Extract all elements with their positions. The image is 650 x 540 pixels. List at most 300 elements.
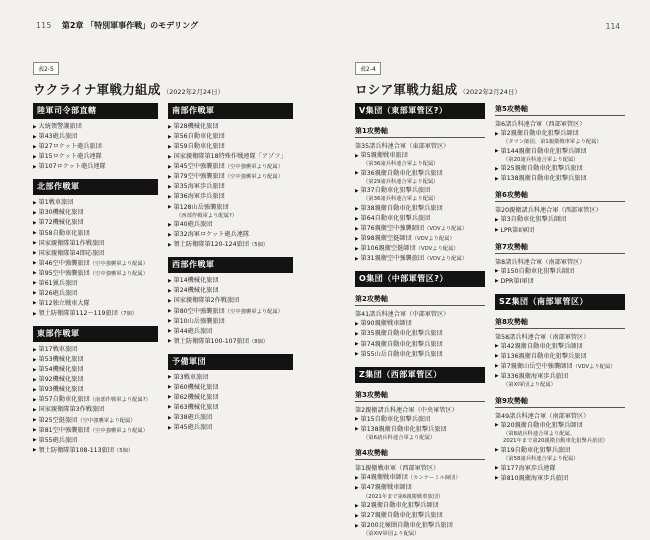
running-head bbox=[36, 20, 198, 31]
triangle-bullet-icon: ▶ bbox=[168, 405, 172, 411]
triangle-bullet-icon: ▶ bbox=[355, 427, 359, 433]
triangle-bullet-icon: ▶ bbox=[495, 217, 499, 223]
unit-item bbox=[168, 183, 293, 191]
unit-name: 第27ロケット砲兵旅団 bbox=[38, 143, 102, 151]
triangle-bullet-icon: ▶ bbox=[168, 415, 172, 421]
unit-name: 第17戦車旅団 bbox=[38, 346, 78, 354]
triangle-bullet-icon: ▶ bbox=[355, 503, 359, 509]
unit-item bbox=[33, 250, 158, 258]
section-header-bar: 予備軍団 bbox=[168, 354, 293, 370]
unit-item bbox=[355, 502, 485, 510]
unit-item bbox=[355, 245, 485, 253]
triangle-bullet-icon: ▶ bbox=[495, 466, 499, 472]
unit-item bbox=[495, 148, 625, 156]
unit-name: DPR第I軍団 bbox=[500, 277, 534, 285]
unit-name: 第30機械化旅団 bbox=[38, 209, 84, 217]
unit-item bbox=[355, 205, 485, 213]
triangle-bullet-icon: ▶ bbox=[33, 164, 37, 170]
triangle-bullet-icon: ▶ bbox=[168, 242, 172, 248]
unit-name: 第55砲兵旅団 bbox=[38, 436, 78, 444]
unit-item bbox=[33, 163, 158, 171]
triangle-bullet-icon: ▶ bbox=[168, 124, 172, 130]
unit-name: 第19自動車化狙撃兵旅団 bbox=[500, 446, 571, 454]
unit-item bbox=[33, 437, 158, 445]
column bbox=[495, 103, 625, 485]
unit-name: 領土防衛隊第100-107旅団 bbox=[173, 337, 249, 345]
unit-name: 第63機械化旅団 bbox=[173, 403, 219, 411]
unit-note-line: （第29諸兵科連合軍より配属） bbox=[363, 178, 439, 185]
unit-name: 第36親衛自動車化狙撃兵旅団 bbox=[360, 169, 443, 177]
unit-item bbox=[168, 277, 293, 285]
unit-name: 第36海軍歩兵旅団 bbox=[173, 193, 225, 201]
unit-name: 第38親衛自動車化狙撃兵旅団 bbox=[360, 205, 443, 213]
table-title-row bbox=[33, 79, 293, 98]
unit-item bbox=[168, 143, 293, 151]
triangle-bullet-icon: ▶ bbox=[33, 261, 37, 267]
unit-item bbox=[33, 376, 158, 384]
unit-item bbox=[168, 163, 293, 171]
unit-name: 第64自動車化狙撃兵旅団 bbox=[360, 215, 431, 223]
unit-note-line: （第58諸兵科連合軍より配属） bbox=[503, 455, 579, 462]
unit-item bbox=[168, 404, 293, 412]
unit-item bbox=[168, 318, 293, 326]
triangle-bullet-icon: ▶ bbox=[355, 352, 359, 358]
unit-item bbox=[33, 240, 158, 248]
unit-note: （カンテーミル師団） bbox=[407, 475, 461, 482]
unit-item bbox=[495, 353, 625, 361]
unit-item bbox=[355, 416, 485, 424]
unit-item bbox=[33, 260, 158, 268]
triangle-bullet-icon: ▶ bbox=[33, 134, 37, 140]
unit-item bbox=[33, 396, 158, 404]
unit-name: 第74親衛自動車化狙撃兵旅団 bbox=[360, 340, 443, 348]
triangle-bullet-icon: ▶ bbox=[168, 222, 172, 228]
unit-name: 第14機械化旅団 bbox=[173, 277, 219, 285]
triangle-bullet-icon: ▶ bbox=[168, 329, 172, 335]
unit-item bbox=[168, 221, 293, 229]
unit-name: 国家親衛隊第2作戦旅団 bbox=[173, 297, 240, 305]
unit-item bbox=[33, 143, 158, 151]
table-title: ロシア軍戦力組成 bbox=[355, 82, 458, 97]
unit-name: 第107ロケット砲兵連隊 bbox=[38, 163, 106, 171]
unit-name: 第336親衛海軍歩兵旅団 bbox=[500, 372, 569, 380]
table-label: 表2-4 bbox=[355, 62, 381, 75]
unit-name: 第37自動車化狙撃兵旅団 bbox=[360, 187, 431, 195]
unit-note-line: （2021年まで第6親衛戦車旅団） bbox=[363, 493, 444, 500]
triangle-bullet-icon: ▶ bbox=[33, 428, 37, 434]
unit-note-line: （タマン師団、第1親衛戦車軍より配属） bbox=[503, 139, 602, 146]
unit-item bbox=[168, 287, 293, 295]
unit-name: 大統領警護旅団 bbox=[38, 123, 82, 130]
triangle-bullet-icon: ▶ bbox=[495, 423, 499, 429]
triangle-bullet-icon: ▶ bbox=[168, 144, 172, 150]
column bbox=[355, 103, 485, 540]
unit-name: 第32海軍ロケット砲兵連隊 bbox=[173, 231, 250, 239]
unit-note: （空中強襲軍より配属） bbox=[224, 308, 284, 315]
unit-item bbox=[33, 199, 158, 207]
axis-header: 第9攻勢軸 bbox=[495, 396, 625, 408]
unit-item bbox=[33, 346, 158, 354]
section-header-bar: 南部作戦軍 bbox=[168, 103, 293, 119]
unit-note-line: （第XIV軍団より配属） bbox=[363, 531, 420, 538]
unit-name: 第26砲兵旅団 bbox=[38, 289, 78, 297]
unit-note: （VDVより配属） bbox=[411, 236, 455, 243]
unit-item bbox=[168, 133, 293, 141]
unit-name: 第54機械化旅団 bbox=[38, 366, 84, 374]
unit-name: 第80空中強襲旅団 bbox=[173, 307, 225, 315]
section-header-bar: 北部作戦軍 bbox=[33, 179, 158, 195]
triangle-bullet-icon: ▶ bbox=[355, 331, 359, 337]
triangle-bullet-icon: ▶ bbox=[33, 144, 37, 150]
triangle-bullet-icon: ▶ bbox=[33, 231, 37, 236]
section-header-bar: 陸軍司令部直轄 bbox=[33, 103, 158, 119]
unit-item bbox=[33, 386, 158, 394]
unit-name: 第28機械化旅団 bbox=[173, 123, 219, 130]
unit-name: 第44砲兵旅団 bbox=[173, 327, 213, 335]
unit-item bbox=[33, 300, 158, 308]
unit-name: 第3戦車旅団 bbox=[173, 373, 209, 381]
unit-name: 第72機械化旅団 bbox=[38, 219, 84, 227]
unit-name: 第57自動車化旅団 bbox=[38, 396, 90, 404]
triangle-bullet-icon: ▶ bbox=[33, 418, 37, 423]
triangle-bullet-icon: ▶ bbox=[168, 205, 172, 210]
unit-item bbox=[495, 422, 625, 430]
unit-name: 第55山岳自動車化狙撃兵旅団 bbox=[360, 350, 443, 358]
table-label: 表2-5 bbox=[33, 62, 59, 75]
unit-note: （5個） bbox=[113, 447, 134, 454]
unit-note: （VDVより配属） bbox=[415, 246, 459, 253]
triangle-bullet-icon: ▶ bbox=[33, 271, 37, 277]
unit-item bbox=[168, 394, 293, 402]
table-title-row bbox=[355, 79, 625, 98]
triangle-bullet-icon: ▶ bbox=[168, 174, 172, 180]
triangle-bullet-icon: ▶ bbox=[33, 210, 37, 216]
triangle-bullet-icon: ▶ bbox=[355, 342, 359, 348]
unit-name: 国家親衛隊第1作戦旅団 bbox=[38, 239, 105, 247]
triangle-bullet-icon: ▶ bbox=[168, 232, 172, 238]
unit-name: 第42親衛自動車化狙撃兵師団 bbox=[500, 342, 583, 350]
triangle-bullet-icon: ▶ bbox=[33, 200, 37, 206]
unit-item bbox=[33, 366, 158, 374]
triangle-bullet-icon: ▶ bbox=[33, 438, 37, 444]
unit-name: 第10山岳強襲旅団 bbox=[173, 317, 225, 325]
triangle-bullet-icon: ▶ bbox=[355, 485, 359, 491]
table-title: ウクライナ軍戦力組成 bbox=[33, 82, 161, 97]
unit-name: 第93機械化旅団 bbox=[38, 386, 84, 394]
triangle-bullet-icon: ▶ bbox=[33, 367, 37, 373]
triangle-bullet-icon: ▶ bbox=[33, 311, 37, 317]
section-header-bar: Z集団（西部軍管区） bbox=[355, 367, 485, 383]
unit-name: 第61猟兵旅団 bbox=[38, 279, 78, 287]
unit-note: （7個） bbox=[117, 311, 138, 317]
triangle-bullet-icon: ▶ bbox=[168, 194, 172, 200]
unit-name: 国家親衛隊第18特殊作戦連隊「アゾフ」 bbox=[173, 153, 287, 161]
triangle-bullet-icon: ▶ bbox=[355, 206, 359, 212]
unit-note-line: （第36諸兵科連合軍より配属） bbox=[363, 196, 439, 203]
unit-item bbox=[355, 330, 485, 338]
unit-item bbox=[33, 356, 158, 364]
triangle-bullet-icon: ▶ bbox=[33, 407, 37, 413]
triangle-bullet-icon: ▶ bbox=[168, 288, 172, 294]
unit-item bbox=[33, 447, 158, 455]
unit-item bbox=[168, 424, 293, 432]
triangle-bullet-icon: ▶ bbox=[495, 269, 499, 275]
unit-name: 第138親衛自動車化狙撃兵旅団 bbox=[500, 175, 587, 183]
unit-item bbox=[355, 426, 485, 434]
unit-item bbox=[168, 123, 293, 131]
unit-name: 第2親衛自動車化狙撃兵師団 bbox=[500, 130, 579, 137]
unit-name: 第76親衛空中強襲師団 bbox=[360, 225, 425, 233]
unit-name: 第150自動車化狙撃兵師団 bbox=[500, 267, 575, 275]
axis-header: 第2攻勢軸 bbox=[355, 294, 485, 306]
triangle-bullet-icon: ▶ bbox=[495, 374, 499, 380]
triangle-bullet-icon: ▶ bbox=[355, 513, 359, 519]
unit-item bbox=[495, 475, 625, 483]
triangle-bullet-icon: ▶ bbox=[168, 425, 172, 431]
section-header-bar: V集団（東部軍管区?） bbox=[355, 103, 485, 119]
unit-note: （空中強襲軍より配属） bbox=[224, 174, 284, 181]
triangle-bullet-icon: ▶ bbox=[355, 523, 359, 529]
unit-item bbox=[355, 341, 485, 349]
unit-name: 第45砲兵旅団 bbox=[173, 424, 213, 432]
unit-item bbox=[33, 290, 158, 298]
unit-name: 第177海軍歩兵連隊 bbox=[500, 464, 556, 472]
triangle-bullet-icon: ▶ bbox=[168, 375, 172, 381]
triangle-bullet-icon: ▶ bbox=[495, 176, 499, 182]
unit-item bbox=[495, 130, 625, 138]
unit-name: 第60機械化旅団 bbox=[173, 383, 219, 391]
unit-item bbox=[168, 173, 293, 181]
section-header-bar: O集団（中部軍管区?） bbox=[355, 271, 485, 287]
unit-item bbox=[495, 343, 625, 351]
unit-name: 第200北極圏自動車化狙撃兵旅団 bbox=[360, 522, 453, 530]
unit-name: 第31親衛空中強襲旅団 bbox=[360, 255, 425, 263]
unit-name: 第138親衛自動車化狙撃兵旅団 bbox=[360, 425, 447, 433]
section-header-bar: SZ集団（南部軍管区） bbox=[495, 294, 625, 310]
unit-name: 第106親衛空挺師団 bbox=[360, 245, 416, 253]
triangle-bullet-icon: ▶ bbox=[495, 149, 499, 155]
unit-name: 第90親衛戦車師団 bbox=[360, 320, 412, 328]
triangle-bullet-icon: ▶ bbox=[33, 241, 37, 247]
unit-note: （8個） bbox=[248, 338, 269, 345]
unit-item bbox=[355, 187, 485, 195]
triangle-bullet-icon: ▶ bbox=[355, 216, 359, 222]
triangle-bullet-icon: ▶ bbox=[33, 357, 37, 363]
triangle-bullet-icon: ▶ bbox=[355, 246, 359, 252]
unit-name: 第136親衛自動車化狙撃兵旅団 bbox=[500, 352, 587, 360]
army-line: 第2親衛諸兵科連合軍（中央軍管区） bbox=[355, 406, 458, 414]
unit-note-line: （第36諸兵科連合軍より配属） bbox=[363, 161, 439, 168]
axis-header: 第8攻勢軸 bbox=[495, 317, 625, 329]
unit-note-line: （第XI軍団より配属） bbox=[503, 381, 556, 388]
unit-note: （空中強襲軍より配属） bbox=[89, 270, 149, 277]
army-line: 第20親衛諸兵科連合軍（西部軍管区） bbox=[495, 207, 602, 215]
unit-note: （空中強襲軍より配属） bbox=[77, 417, 136, 424]
unit-item bbox=[168, 328, 293, 336]
column bbox=[168, 103, 293, 434]
unit-item bbox=[33, 209, 158, 217]
unit-item bbox=[168, 384, 293, 392]
triangle-bullet-icon: ▶ bbox=[168, 319, 172, 325]
triangle-bullet-icon: ▶ bbox=[495, 344, 499, 350]
unit-item bbox=[168, 374, 293, 382]
triangle-bullet-icon: ▶ bbox=[355, 236, 359, 242]
triangle-bullet-icon: ▶ bbox=[355, 171, 359, 177]
unit-name: 国家親衛隊第4即応旅団 bbox=[38, 249, 105, 257]
unit-name: 第56自動車化旅団 bbox=[173, 133, 225, 141]
unit-note: （5個） bbox=[248, 242, 269, 249]
page-number-left: 115 bbox=[36, 21, 52, 30]
triangle-bullet-icon: ▶ bbox=[168, 298, 172, 304]
unit-item bbox=[355, 170, 485, 178]
unit-item bbox=[33, 219, 158, 227]
triangle-bullet-icon: ▶ bbox=[495, 279, 499, 285]
triangle-bullet-icon: ▶ bbox=[33, 251, 37, 257]
unit-note: （南部作戦軍より配属?） bbox=[89, 397, 151, 404]
triangle-bullet-icon: ▶ bbox=[495, 131, 499, 137]
unit-item bbox=[168, 193, 293, 201]
triangle-bullet-icon: ▶ bbox=[33, 377, 37, 383]
unit-item bbox=[168, 231, 293, 239]
chapter-title: 第2章 「特別軍事作戦」のモデリング bbox=[61, 21, 199, 30]
unit-note-line: （第8諸兵科連合軍より配属、 bbox=[503, 430, 576, 437]
unit-name: 第20親衛自動車化狙撃兵師団 bbox=[500, 421, 583, 429]
table-columns bbox=[355, 103, 625, 540]
unit-item bbox=[495, 165, 625, 173]
unit-name: 第25空挺旅団 bbox=[38, 416, 78, 424]
triangle-bullet-icon: ▶ bbox=[355, 226, 359, 232]
unit-name: 第25親衛自動車化狙撃兵旅団 bbox=[500, 165, 583, 173]
army-line: 第41諸兵科連合軍（中部軍管区） bbox=[355, 311, 450, 319]
unit-name: 第5親衛戦車旅団 bbox=[360, 152, 408, 159]
unit-name: 第15ロケット砲兵連隊 bbox=[38, 153, 102, 161]
unit-item bbox=[495, 447, 625, 455]
triangle-bullet-icon: ▶ bbox=[355, 475, 359, 481]
unit-note: （VDVより配属） bbox=[424, 256, 468, 263]
triangle-bullet-icon: ▶ bbox=[168, 339, 172, 345]
unit-item bbox=[355, 320, 485, 328]
unit-name: 第81空中強襲旅団 bbox=[38, 426, 90, 434]
column bbox=[33, 103, 158, 457]
unit-item bbox=[168, 153, 293, 161]
triangle-bullet-icon: ▶ bbox=[495, 354, 499, 360]
triangle-bullet-icon: ▶ bbox=[33, 124, 37, 130]
unit-item bbox=[33, 310, 158, 318]
triangle-bullet-icon: ▶ bbox=[168, 395, 172, 401]
triangle-bullet-icon: ▶ bbox=[355, 153, 359, 159]
unit-name: 第12独立戦車大隊 bbox=[38, 299, 90, 307]
unit-name: 第40砲兵旅団 bbox=[173, 221, 213, 229]
unit-name: 第43砲兵旅団 bbox=[38, 133, 78, 141]
unit-item bbox=[355, 235, 485, 243]
triangle-bullet-icon: ▶ bbox=[168, 309, 172, 315]
unit-item bbox=[355, 225, 485, 233]
unit-name: 第1戦車旅団 bbox=[38, 199, 74, 207]
unit-item bbox=[495, 363, 625, 371]
unit-name: 第35海軍歩兵旅団 bbox=[173, 183, 225, 191]
unit-item bbox=[495, 465, 625, 473]
unit-name: 第38砲兵旅団 bbox=[173, 414, 213, 422]
unit-note: （VDVより配属） bbox=[424, 226, 468, 233]
triangle-bullet-icon: ▶ bbox=[33, 281, 37, 287]
unit-item bbox=[168, 414, 293, 422]
unit-note: （VDVより配属） bbox=[572, 363, 616, 370]
section-header-bar: 東部作戦軍 bbox=[33, 326, 158, 342]
triangle-bullet-icon: ▶ bbox=[33, 291, 37, 297]
triangle-bullet-icon: ▶ bbox=[495, 476, 499, 482]
triangle-bullet-icon: ▶ bbox=[495, 364, 499, 370]
page-ukraine-forces bbox=[33, 56, 293, 457]
unit-item bbox=[33, 280, 158, 288]
unit-item bbox=[355, 255, 485, 263]
triangle-bullet-icon: ▶ bbox=[355, 256, 359, 262]
unit-name: 第79空中強襲旅団 bbox=[173, 173, 225, 181]
unit-item bbox=[355, 522, 485, 530]
triangle-bullet-icon: ▶ bbox=[168, 385, 172, 391]
unit-name: 第45空中強襲旅団 bbox=[173, 163, 225, 171]
triangle-bullet-icon: ▶ bbox=[33, 347, 37, 353]
unit-name: 第128山岳強襲旅団 bbox=[173, 203, 229, 211]
unit-item bbox=[355, 484, 485, 492]
triangle-bullet-icon: ▶ bbox=[33, 154, 37, 160]
unit-name: 領土防衛隊第112〜119旅団 bbox=[38, 310, 118, 317]
unit-item bbox=[33, 133, 158, 141]
unit-item bbox=[495, 227, 625, 235]
army-line: 第49諸兵科連合軍（南部軍管区） bbox=[495, 412, 590, 420]
triangle-bullet-icon: ▶ bbox=[33, 301, 37, 307]
unit-name: 第35親衛自動車化狙撃兵旅団 bbox=[360, 330, 443, 338]
triangle-bullet-icon: ▶ bbox=[168, 154, 172, 160]
unit-item bbox=[355, 512, 485, 520]
unit-note-line: （西部作戦軍より配属?） bbox=[176, 212, 238, 219]
triangle-bullet-icon: ▶ bbox=[168, 278, 172, 284]
unit-item bbox=[355, 152, 485, 160]
axis-header: 第5攻勢軸 bbox=[495, 104, 625, 116]
army-line: 第6諸兵科連合軍（西部軍管区） bbox=[495, 121, 586, 128]
unit-name: 第144親衛自動車化狙撃兵師団 bbox=[500, 147, 587, 155]
unit-note: （空中強襲軍より配属） bbox=[224, 164, 284, 171]
unit-note-line: （第20諸兵科連合軍より配属） bbox=[503, 156, 579, 163]
axis-header: 第1攻勢軸 bbox=[355, 126, 485, 138]
army-line: 第35諸兵科連合軍（東部軍管区） bbox=[355, 143, 450, 150]
unit-name: 第7親衛山岳空中強襲師団 bbox=[500, 362, 573, 370]
unit-name: 第47親衛戦車師団 bbox=[360, 484, 412, 492]
unit-name: 第27親衛自動車化狙撃兵旅団 bbox=[360, 512, 443, 520]
army-line: 第8諸兵科連合軍（南部軍管区） bbox=[495, 258, 586, 266]
unit-note: （空中強襲軍より配属） bbox=[89, 427, 149, 434]
axis-header: 第7攻勢軸 bbox=[495, 242, 625, 254]
triangle-bullet-icon: ▶ bbox=[33, 387, 37, 393]
unit-item bbox=[355, 474, 485, 482]
triangle-bullet-icon: ▶ bbox=[33, 220, 37, 226]
unit-item bbox=[168, 338, 293, 346]
unit-note-line: （第6諸兵科連合軍より配属） bbox=[363, 434, 436, 441]
unit-name: 第58自動車化旅団 bbox=[38, 229, 90, 237]
unit-name: 第46空中強襲旅団 bbox=[38, 259, 90, 267]
unit-name: 第59自動車化旅団 bbox=[173, 143, 225, 151]
unit-name: 第53機械化旅団 bbox=[38, 356, 84, 364]
army-line: 第58諸兵科連合軍（南部軍管区） bbox=[495, 333, 590, 341]
triangle-bullet-icon: ▶ bbox=[168, 164, 172, 170]
unit-name: 第95空中強襲旅団 bbox=[38, 269, 90, 277]
unit-name: 第15自動車化狙撃兵旅団 bbox=[360, 415, 431, 423]
triangle-bullet-icon: ▶ bbox=[355, 321, 359, 327]
unit-name: 第3自動車化狙撃兵師団 bbox=[500, 216, 567, 224]
table-date: （2022年2月24日） bbox=[459, 88, 521, 96]
unit-item bbox=[495, 268, 625, 276]
unit-item bbox=[495, 216, 625, 224]
section-header-bar: 西部作戦軍 bbox=[168, 257, 293, 273]
